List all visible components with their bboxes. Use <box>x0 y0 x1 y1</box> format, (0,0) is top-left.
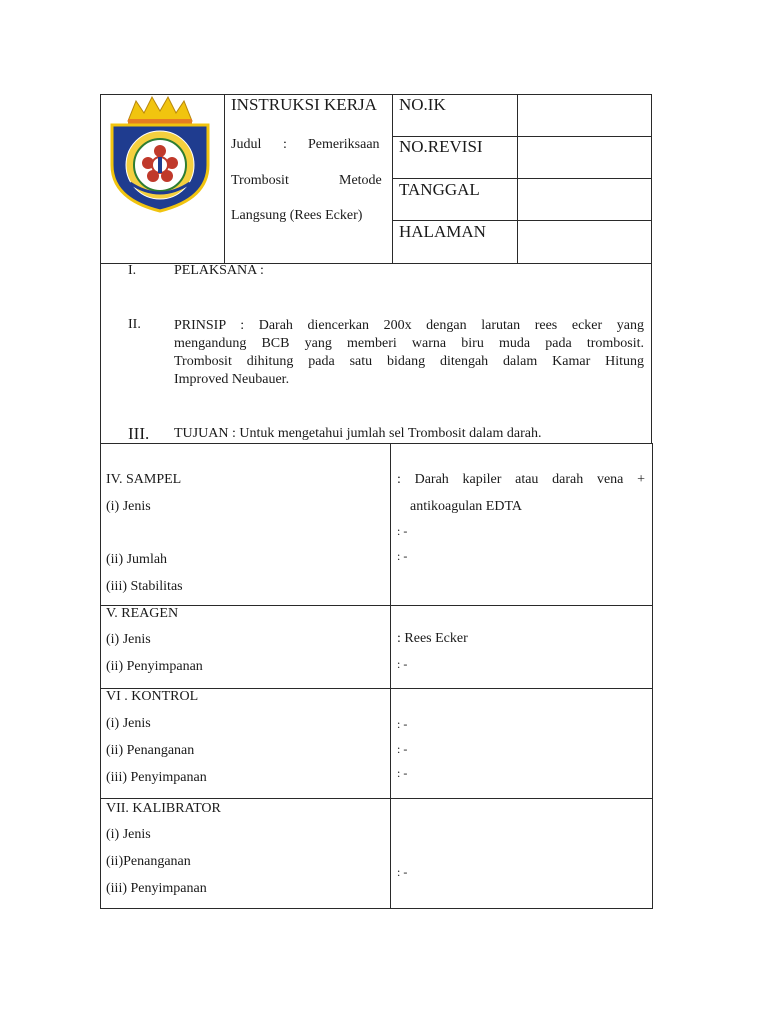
rule <box>392 178 652 179</box>
kalibrator-penanganan: (ii)Penanganan <box>106 854 191 869</box>
kontrol-penanganan: (ii) Penanganan <box>106 743 195 758</box>
section-number: III. <box>128 424 150 443</box>
prinsip-line: Trombosit dihitung pada satu bidang ditengah dalam Kamar Hitung <box>174 354 644 369</box>
reagen-penyimpanan: (ii) Penyimpanan <box>106 659 203 674</box>
kontrol-jenis-value: : - <box>397 717 408 731</box>
rule <box>100 798 653 799</box>
kalibrator-heading: VII. KALIBRATOR <box>106 801 221 816</box>
section-number: II. <box>128 317 141 332</box>
kontrol-penyimpanan-value: : - <box>397 766 408 780</box>
kalibrator-jenis: (i) Jenis <box>106 827 151 842</box>
rule <box>392 220 652 221</box>
kontrol-penyimpanan: (iii) Penyimpanan <box>106 770 207 785</box>
doc-title: INSTRUKSI KERJA <box>231 95 377 114</box>
reagen-jenis: (i) Jenis <box>106 632 151 647</box>
pelaksana-label: PELAKSANA : <box>174 263 264 278</box>
kalibrator-penyimpanan: (iii) Penyimpanan <box>106 881 207 896</box>
reagen-jenis-value: : Rees Ecker <box>397 631 468 646</box>
sampel-value-line1: : Darah kapiler atau darah vena + <box>397 472 645 487</box>
sampel-heading: IV. SAMPEL <box>106 472 182 487</box>
kontrol-jenis: (i) Jenis <box>106 716 151 731</box>
sampel-stabilitas-value: : - <box>397 549 408 563</box>
crown-icon <box>128 97 192 125</box>
sampel-jumlah-value: : - <box>397 524 408 538</box>
reagen-heading: V. REAGEN <box>106 606 179 621</box>
judul-langsung: Langsung (Rees Ecker) <box>231 208 363 223</box>
rule <box>100 443 101 909</box>
judul-trombosit: Trombosit <box>231 173 289 188</box>
prinsip-line: Improved Neubauer. <box>174 372 290 387</box>
prinsip-paragraph <box>174 317 644 389</box>
rule <box>100 263 101 443</box>
no-ik-label: NO.IK <box>399 95 446 114</box>
kontrol-penanganan-value: : - <box>397 742 408 756</box>
institution-logo <box>106 95 214 213</box>
prinsip-line: mengandung BCB yang memberi warna biru muda pada trombosit. <box>174 336 644 351</box>
halaman-label: HALAMAN <box>399 222 486 241</box>
rule <box>100 605 653 606</box>
no-revisi-label: NO.REVISI <box>399 137 483 156</box>
rule <box>100 443 653 444</box>
section-number: I. <box>128 263 137 278</box>
judul-word: Judul <box>231 137 262 152</box>
rule <box>100 94 101 264</box>
sampel-value-line2: antikoagulan EDTA <box>410 499 523 514</box>
tujuan-text: TUJUAN : Untuk mengetahui jumlah sel Trombosit dalam darah. <box>174 426 542 441</box>
rule <box>100 908 653 909</box>
judul-colon: : <box>283 137 287 152</box>
kontrol-heading: VI . KONTROL <box>106 689 199 704</box>
sampel-jenis: (i) Jenis <box>106 499 151 514</box>
rule <box>390 443 391 909</box>
tanggal-label: TANGGAL <box>399 180 480 199</box>
sampel-stabilitas: (iii) Stabilitas <box>106 579 183 594</box>
kalibrator-value: : - <box>397 865 408 879</box>
judul-metode: Metode <box>339 173 382 188</box>
sampel-jumlah: (ii) Jumlah <box>106 552 168 567</box>
rule <box>392 94 393 264</box>
rule <box>224 94 225 264</box>
reagen-penyimpanan-value: : - <box>397 657 408 671</box>
rule <box>517 94 518 264</box>
judul-pemeriksaan: Pemeriksaan <box>308 137 380 152</box>
rule <box>652 443 653 909</box>
rule <box>651 94 652 444</box>
prinsip-line: PRINSIP : Darah diencerkan 200x dengan larutan rees ecker yang <box>174 318 644 333</box>
